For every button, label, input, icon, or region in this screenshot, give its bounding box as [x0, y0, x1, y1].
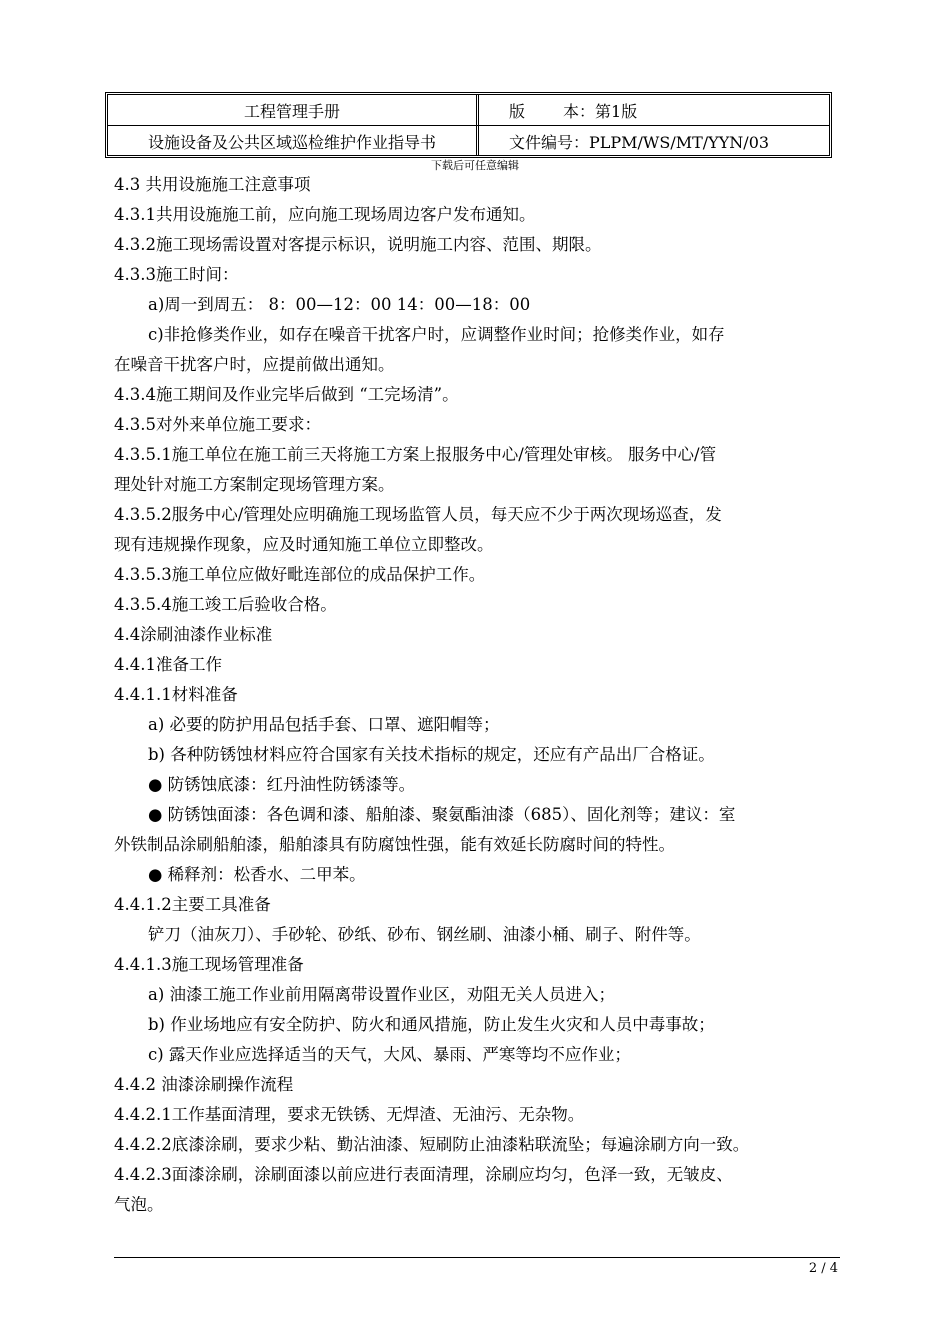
paragraph-line: 在噪音干扰客户时，应提前做出通知。 [114, 355, 395, 374]
paragraph-line: 外铁制品涂刷船舶漆，船舶漆具有防腐蚀性强，能有效延长防腐时间的特性。 [114, 835, 675, 854]
section-heading: 4.4涂刷油漆作业标准 [114, 625, 273, 644]
subsection-heading: 4.4.1.3施工现场管理准备 [114, 955, 304, 974]
list-item: b) 各种防锈蚀材料应符合国家有关技术指标的规定，还应有产品出厂合格证。 [148, 745, 715, 764]
list-item: c)非抢修类作业，如存在噪音干扰客户时，应调整作业时间；抢修类作业，如存 [148, 325, 725, 344]
version-label: 版 [509, 101, 526, 121]
bullet-item: ● 防锈蚀面漆：各色调和漆、船舶漆、聚氨酯油漆（685）、固化剂等；建议：室 [148, 805, 736, 824]
document-title: 设施设备及公共区域巡检维护作业指导书 [108, 126, 479, 156]
bullet-item: ● 稀释剂：松香水、二甲苯。 [148, 865, 366, 884]
version-value: 本：第1版 [563, 101, 638, 121]
paragraph-line: 4.3.2施工现场需设置对客提示标识，说明施工内容、范围、期限。 [114, 235, 602, 254]
paragraph-line: 4.4.2.1工作基面清理，要求无铁锈、无焊渣、无油污、无杂物。 [114, 1105, 585, 1124]
document-body [114, 170, 844, 1220]
paragraph-line: 4.3.5对外来单位施工要求： [114, 415, 321, 434]
paragraph-line: 4.3.3施工时间： [114, 265, 239, 284]
paragraph-line: 4.3.5.1施工单位在施工前三天将施工方案上报服务中心/管理处审核。 服务中心/管 [114, 445, 717, 464]
file-number: 文件编号：PLPM/WS/MT/YYN/03 [509, 132, 770, 152]
bullet-item: ● 防锈蚀底漆：红丹油性防锈漆等。 [148, 775, 416, 794]
page-number: 2 / 4 [808, 1261, 838, 1276]
list-item: b) 作业场地应有安全防护、防火和通风措施，防止发生火灾和人员中毒事故； [148, 1015, 715, 1034]
paragraph-line: 4.3.5.2服务中心/管理处应明确施工现场监管人员，每天应不少于两次现场巡查，发 [114, 505, 722, 524]
paragraph-line: 4.3.4施工期间及作业完毕后做到 “工完场清”。 [114, 385, 459, 404]
paragraph-line: 铲刀（油灰刀）、手砂轮、砂纸、砂布、钢丝刷、油漆小桶、刷子、附件等。 [148, 925, 701, 944]
paragraph-line: 4.4.2.3面漆涂刷，涂刷面漆以前应进行表面清理，涂刷应均匀，色泽一致，无皱皮、 [114, 1165, 733, 1184]
paragraph-line: 4.3.5.4施工竣工后验收合格。 [114, 595, 337, 614]
subsection-heading: 4.4.2 油漆涂刷操作流程 [114, 1075, 294, 1094]
list-item: c) 露天作业应选择适当的天气，大风、暴雨、严寒等均不应作业； [148, 1045, 631, 1064]
header-row-1 [108, 95, 829, 126]
subsection-heading: 4.4.1准备工作 [114, 655, 222, 674]
paragraph-line: 4.3.1共用设施施工前，应向施工现场周边客户发布通知。 [114, 205, 536, 224]
paragraph-line: 4.3.5.3施工单位应做好毗连部位的成品保护工作。 [114, 565, 486, 584]
header-row-2 [108, 126, 829, 156]
download-note: 下载后可任意编辑 [431, 159, 519, 172]
section-heading: 4.3 共用设施施工注意事项 [114, 175, 311, 194]
paragraph-line: 理处针对施工方案制定现场管理方案。 [114, 475, 395, 494]
version-cell [479, 95, 829, 125]
footer-rule [114, 1257, 840, 1258]
subsection-heading: 4.4.1.1材料准备 [114, 685, 238, 704]
paragraph-line: 4.4.2.2底漆涂刷，要求少粘、勤沾油漆、短刷防止油漆粘联流坠；每遍涂刷方向一致。 [114, 1135, 750, 1154]
paragraph-line: 气泡。 [114, 1195, 164, 1214]
paragraph-line: 现有违规操作现象，应及时通知施工单位立即整改。 [114, 535, 494, 554]
list-item: a) 必要的防护用品包括手套、口罩、遮阳帽等； [148, 715, 500, 734]
manual-title: 工程管理手册 [108, 95, 479, 125]
list-item: a)周一到周五： 8：00—12：00 14：00—18：00 [148, 295, 531, 314]
header-table [105, 92, 832, 158]
list-item: a) 油漆工施工作业前用隔离带设置作业区，劝阻无关人员进入； [148, 985, 616, 1004]
subsection-heading: 4.4.1.2主要工具准备 [114, 895, 271, 914]
